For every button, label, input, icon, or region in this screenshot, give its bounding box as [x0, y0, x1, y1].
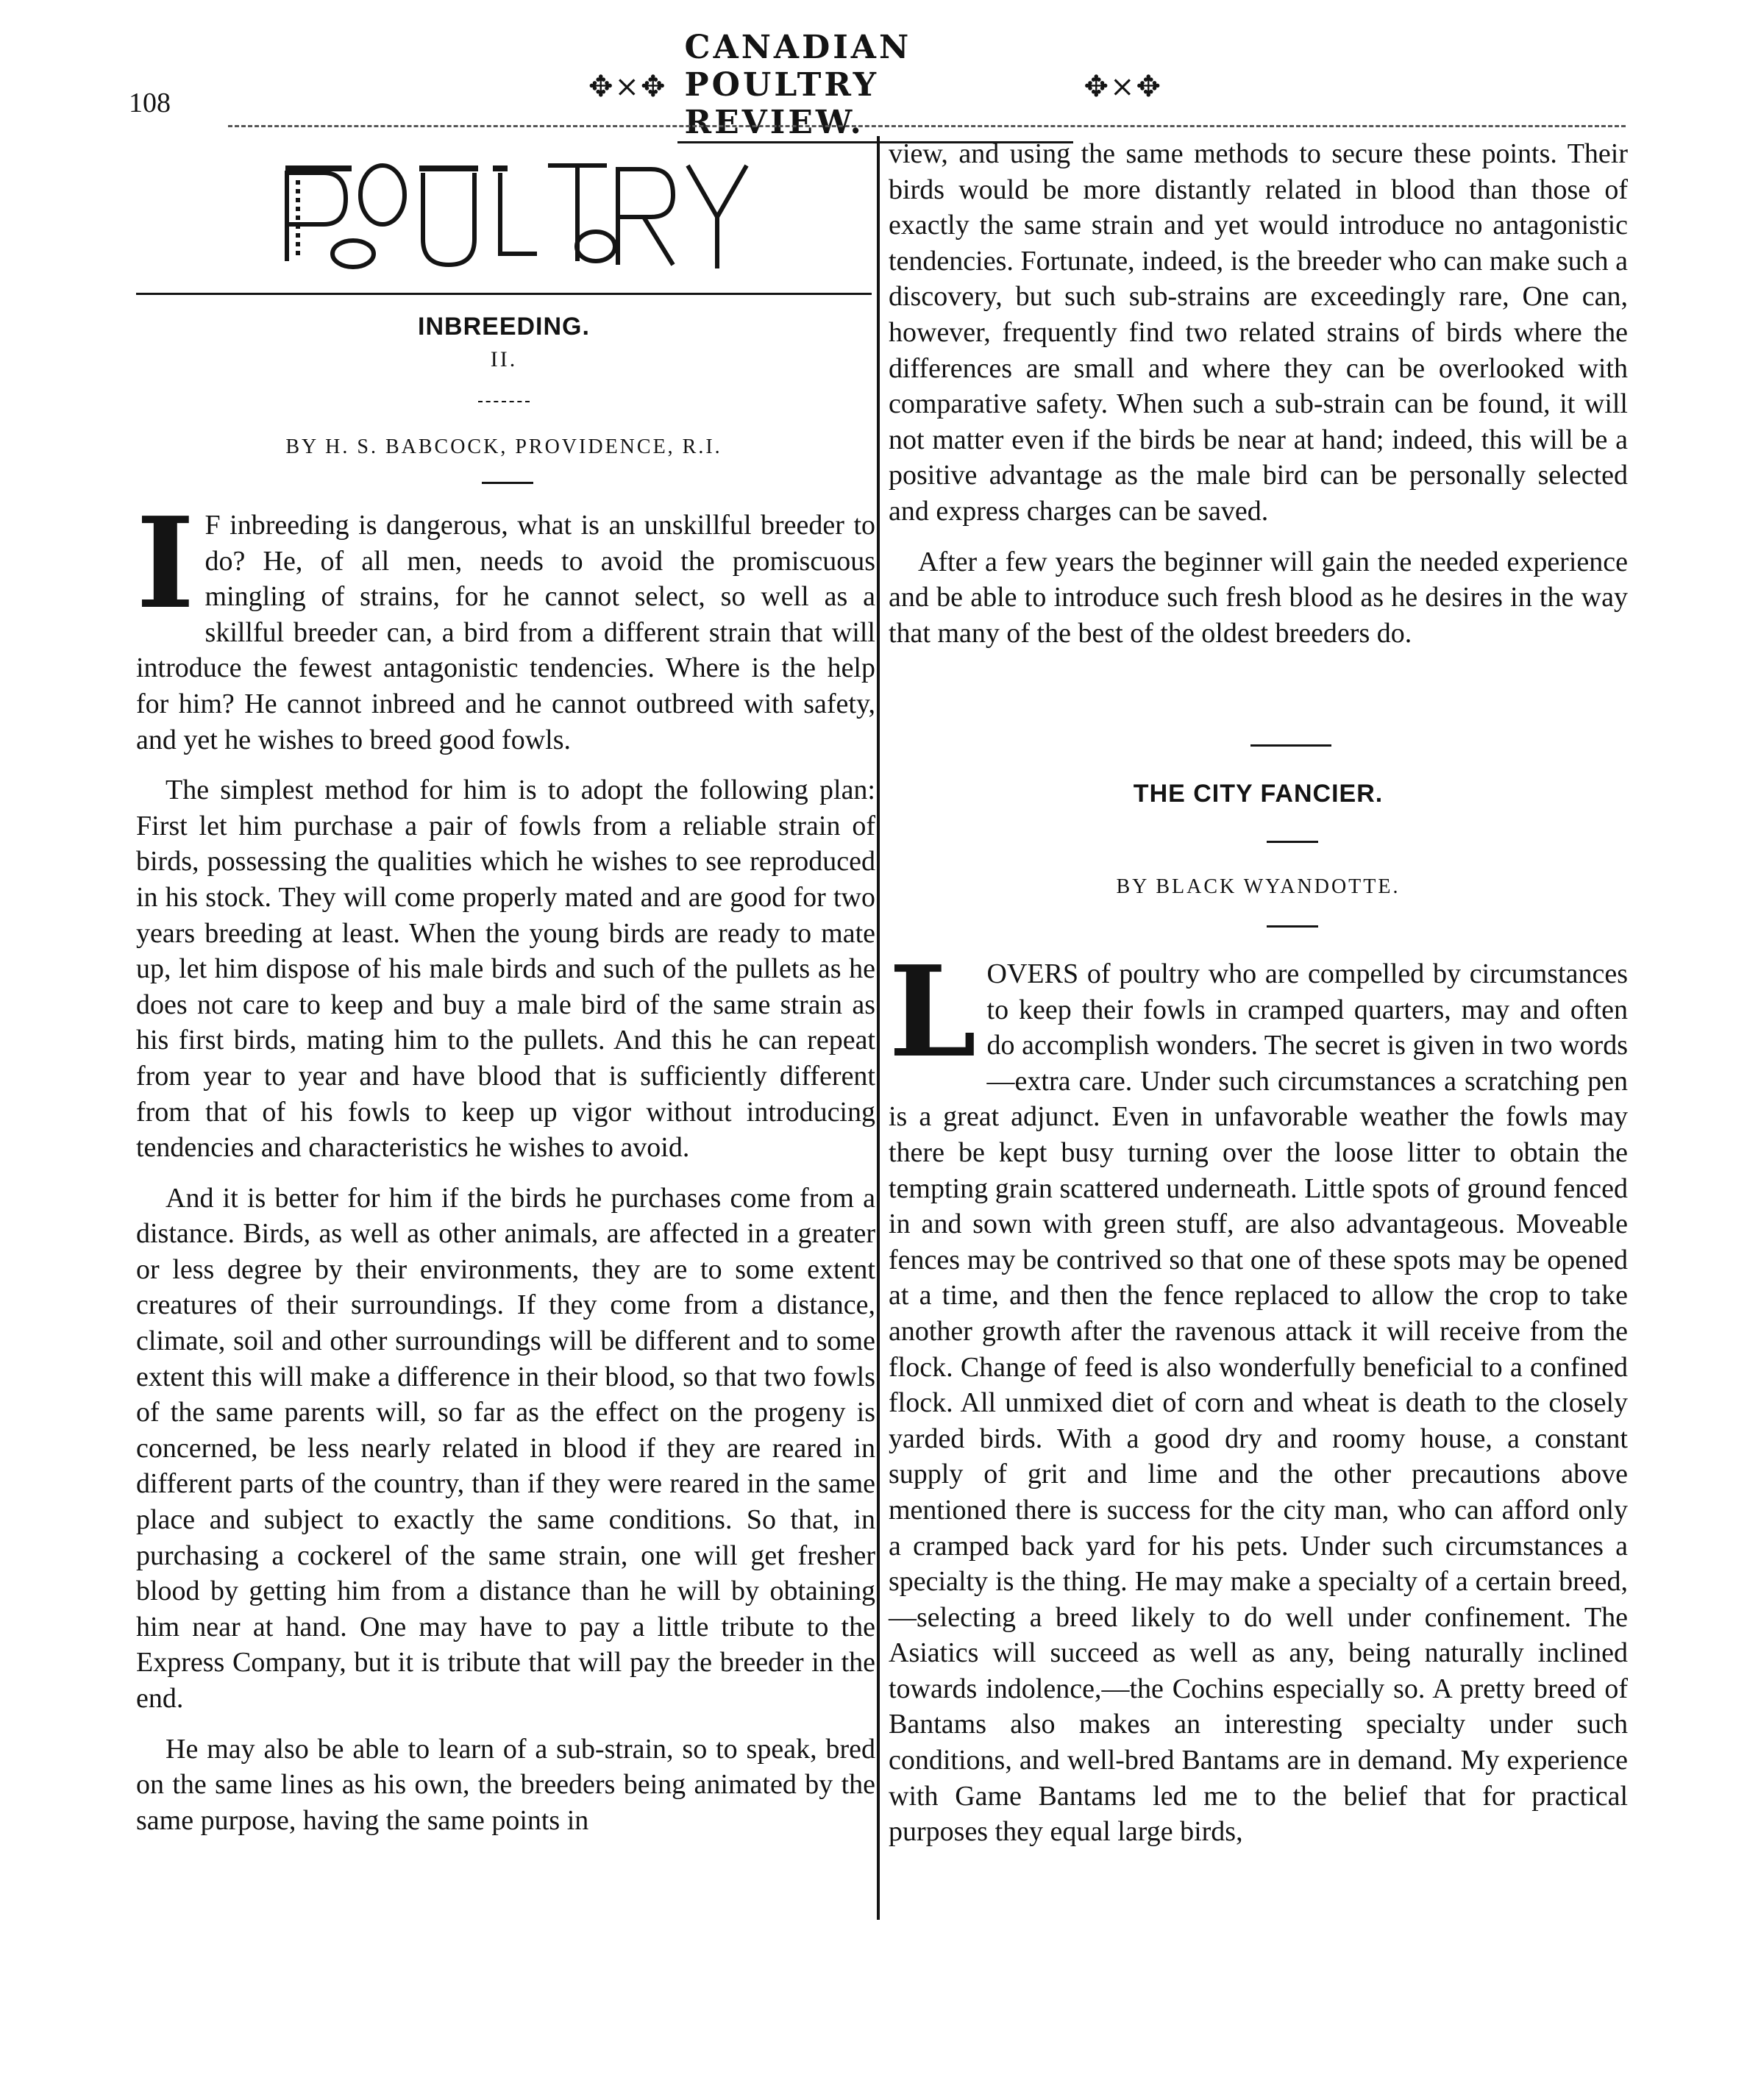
masthead [588, 29, 1162, 141]
section-logo [272, 143, 758, 283]
article2-byline: BY BLACK WYANDOTTE. [1116, 875, 1401, 898]
column-divider [877, 136, 880, 1920]
article-title: INBREEDING. [418, 313, 590, 341]
drop-cap: I [136, 490, 195, 637]
article1-paragraph-5: view, and using the same methods to secure these points. Their birds would be more distantly related in blood than those of exactly the same strain and yet would introduce no antagonistic tendencies. Fortunate, indeed, is the breeder who can make such a discovery, but such sub-strains are exceedingly rare, One can, however, frequently find two related strains of birds where the differences are small and where they can be overlooked with comparative safety. When such a sub-strain can be found, it will not matter even if the birds be near at hand; indeed, this will be a positive advantage as the male bird can be personally selected and express charges can be saved. [889, 138, 1628, 527]
article1-paragraph-3: And it is better for him if the birds he purchases come from a distance. Birds, as well as other animals, are affected in a greater or less degree by their environments, they are to some extent creatures of their surroundings. If they come from a distance, climate, soil and other surroundings will be different and to some extent this will make a difference in their blood, so that two fowls of the same parents will, so far as the effect on the progeny is concerned, be less nearly related in blood if they are reared in different parts of the country, than if they were reared in the same place and subject to exactly the same conditions. So that, in purchasing a cockerel of the same strain, one will get fresher blood by getting him from a distance than he will by obtaining him near at hand. One may have to pay a little tribute to the Express Company, but it is tribute that will pay the breeder in the end. [136, 1182, 875, 1714]
divider-rule [482, 482, 533, 484]
article2-title: THE CITY FANCIER. [1133, 780, 1384, 808]
article1-paragraph-6: After a few years the beginner will gain the needed experience and be able to introduce such fresh blood as he desires in the way that many of the best of the oldest breeders do. [889, 546, 1628, 649]
masthead-title: CANADIAN POULTRY REVIEW. [677, 29, 1074, 143]
poultry-logo-icon [272, 143, 758, 283]
paragraph-text: F inbreeding is dangerous, what is an unskillful breeder to do? He, of all men, needs to avoid the promiscuous mingling of strains, for he cannot select, so well as a skillful breeder can, a bird from a different strain that will introduce the fewest antagonistic tendencies. Where is the help for him? He cannot inbreed and he cannot outbreed with safety, and yet he wishes to breed good fowls. [136, 510, 875, 755]
article1-column-right [889, 136, 1628, 666]
section-divider [1250, 744, 1331, 747]
divider-dash [478, 401, 530, 402]
article1-paragraph-2: The simplest method for him is to adopt the following plan: First let him purchase a pair of fowls from a reliable strain of birds, possessing the qualities which he wishes to see reproduced in his stock. They will come properly mated and are good for two years breeding at least. When the young birds are ready to mate up, let him dispose of his male birds and such of the pullets as he does not care to keep and buy a male bird of the same strain as his first birds, mating him to the pullets. And this he can repeat from year to year and have blood that is sufficiently different from that of his fowls to keep up vigor without introducing tendencies and characteristics he wishes to avoid. [136, 775, 875, 1164]
left-ornament-icon: ✥⨯✥ [588, 69, 667, 103]
divider-rule [1267, 841, 1318, 843]
article2-paragraph-1 [889, 939, 1628, 1850]
drop-cap: L [889, 939, 977, 1086]
article2-column [889, 939, 1628, 1865]
article1-paragraph-4: He may also be able to learn of a sub-strain, so to speak, bred on the same lines as his own, the breeders being animated by the same purpose, having the same points in [136, 1733, 875, 1836]
logo-rule [136, 293, 872, 295]
article-part: II. [490, 347, 518, 371]
article-byline: BY H. S. BABCOCK, PROVIDENCE, R.I. [285, 435, 722, 458]
paragraph-text: OVERS of poultry who are compelled by circumstances to keep their fowls in cramped quarters, may and often do accomplish wonders. The secret is given in two words—extra care. Under such circumstances a scratching pen is a great adjunct. Even in unfavorable weather the fowls may there be kept busy turning over the loose litter to obtain the tempting grain scattered underneath. Little spots of ground fenced in and sown with green stuff, are also advantageous. Moveable fences may be contrived so that one of these spots may be opened at a time, and then the fence replaced to allow the crop to take another growth after the ravenous attack it will receive from the flock. Change of feed is also wonderfully beneficial to a confined flock. All unmixed diet of corn and wheat is death to the closely yarded birds. With a good dry and roomy house, a constant supply of grit and lime and the other precautions above mentioned there is success for the city man, who can afford only a cramped back yard for his pets. Under such circumstances a specialty is the thing. He may make a specialty of a certain breed,—selecting a breed likely to do well under confinement. The Asiatics will succeed as well as any, being naturally inclined towards indolence,—the Cochins especially so. A pretty breed of Bantams also makes an interesting specialty under such conditions, and well-bred Bantams are in demand. My experience with Game Bantams led me to the belief that for practical purposes they equal large birds, [889, 958, 1628, 1848]
article1-paragraph-1 [136, 490, 875, 758]
page-number: 108 [129, 88, 171, 118]
header-rule [228, 125, 1626, 127]
divider-rule [1267, 925, 1318, 928]
article1-column-left [136, 490, 875, 1853]
right-ornament-icon: ✥⨯✥ [1084, 69, 1162, 103]
